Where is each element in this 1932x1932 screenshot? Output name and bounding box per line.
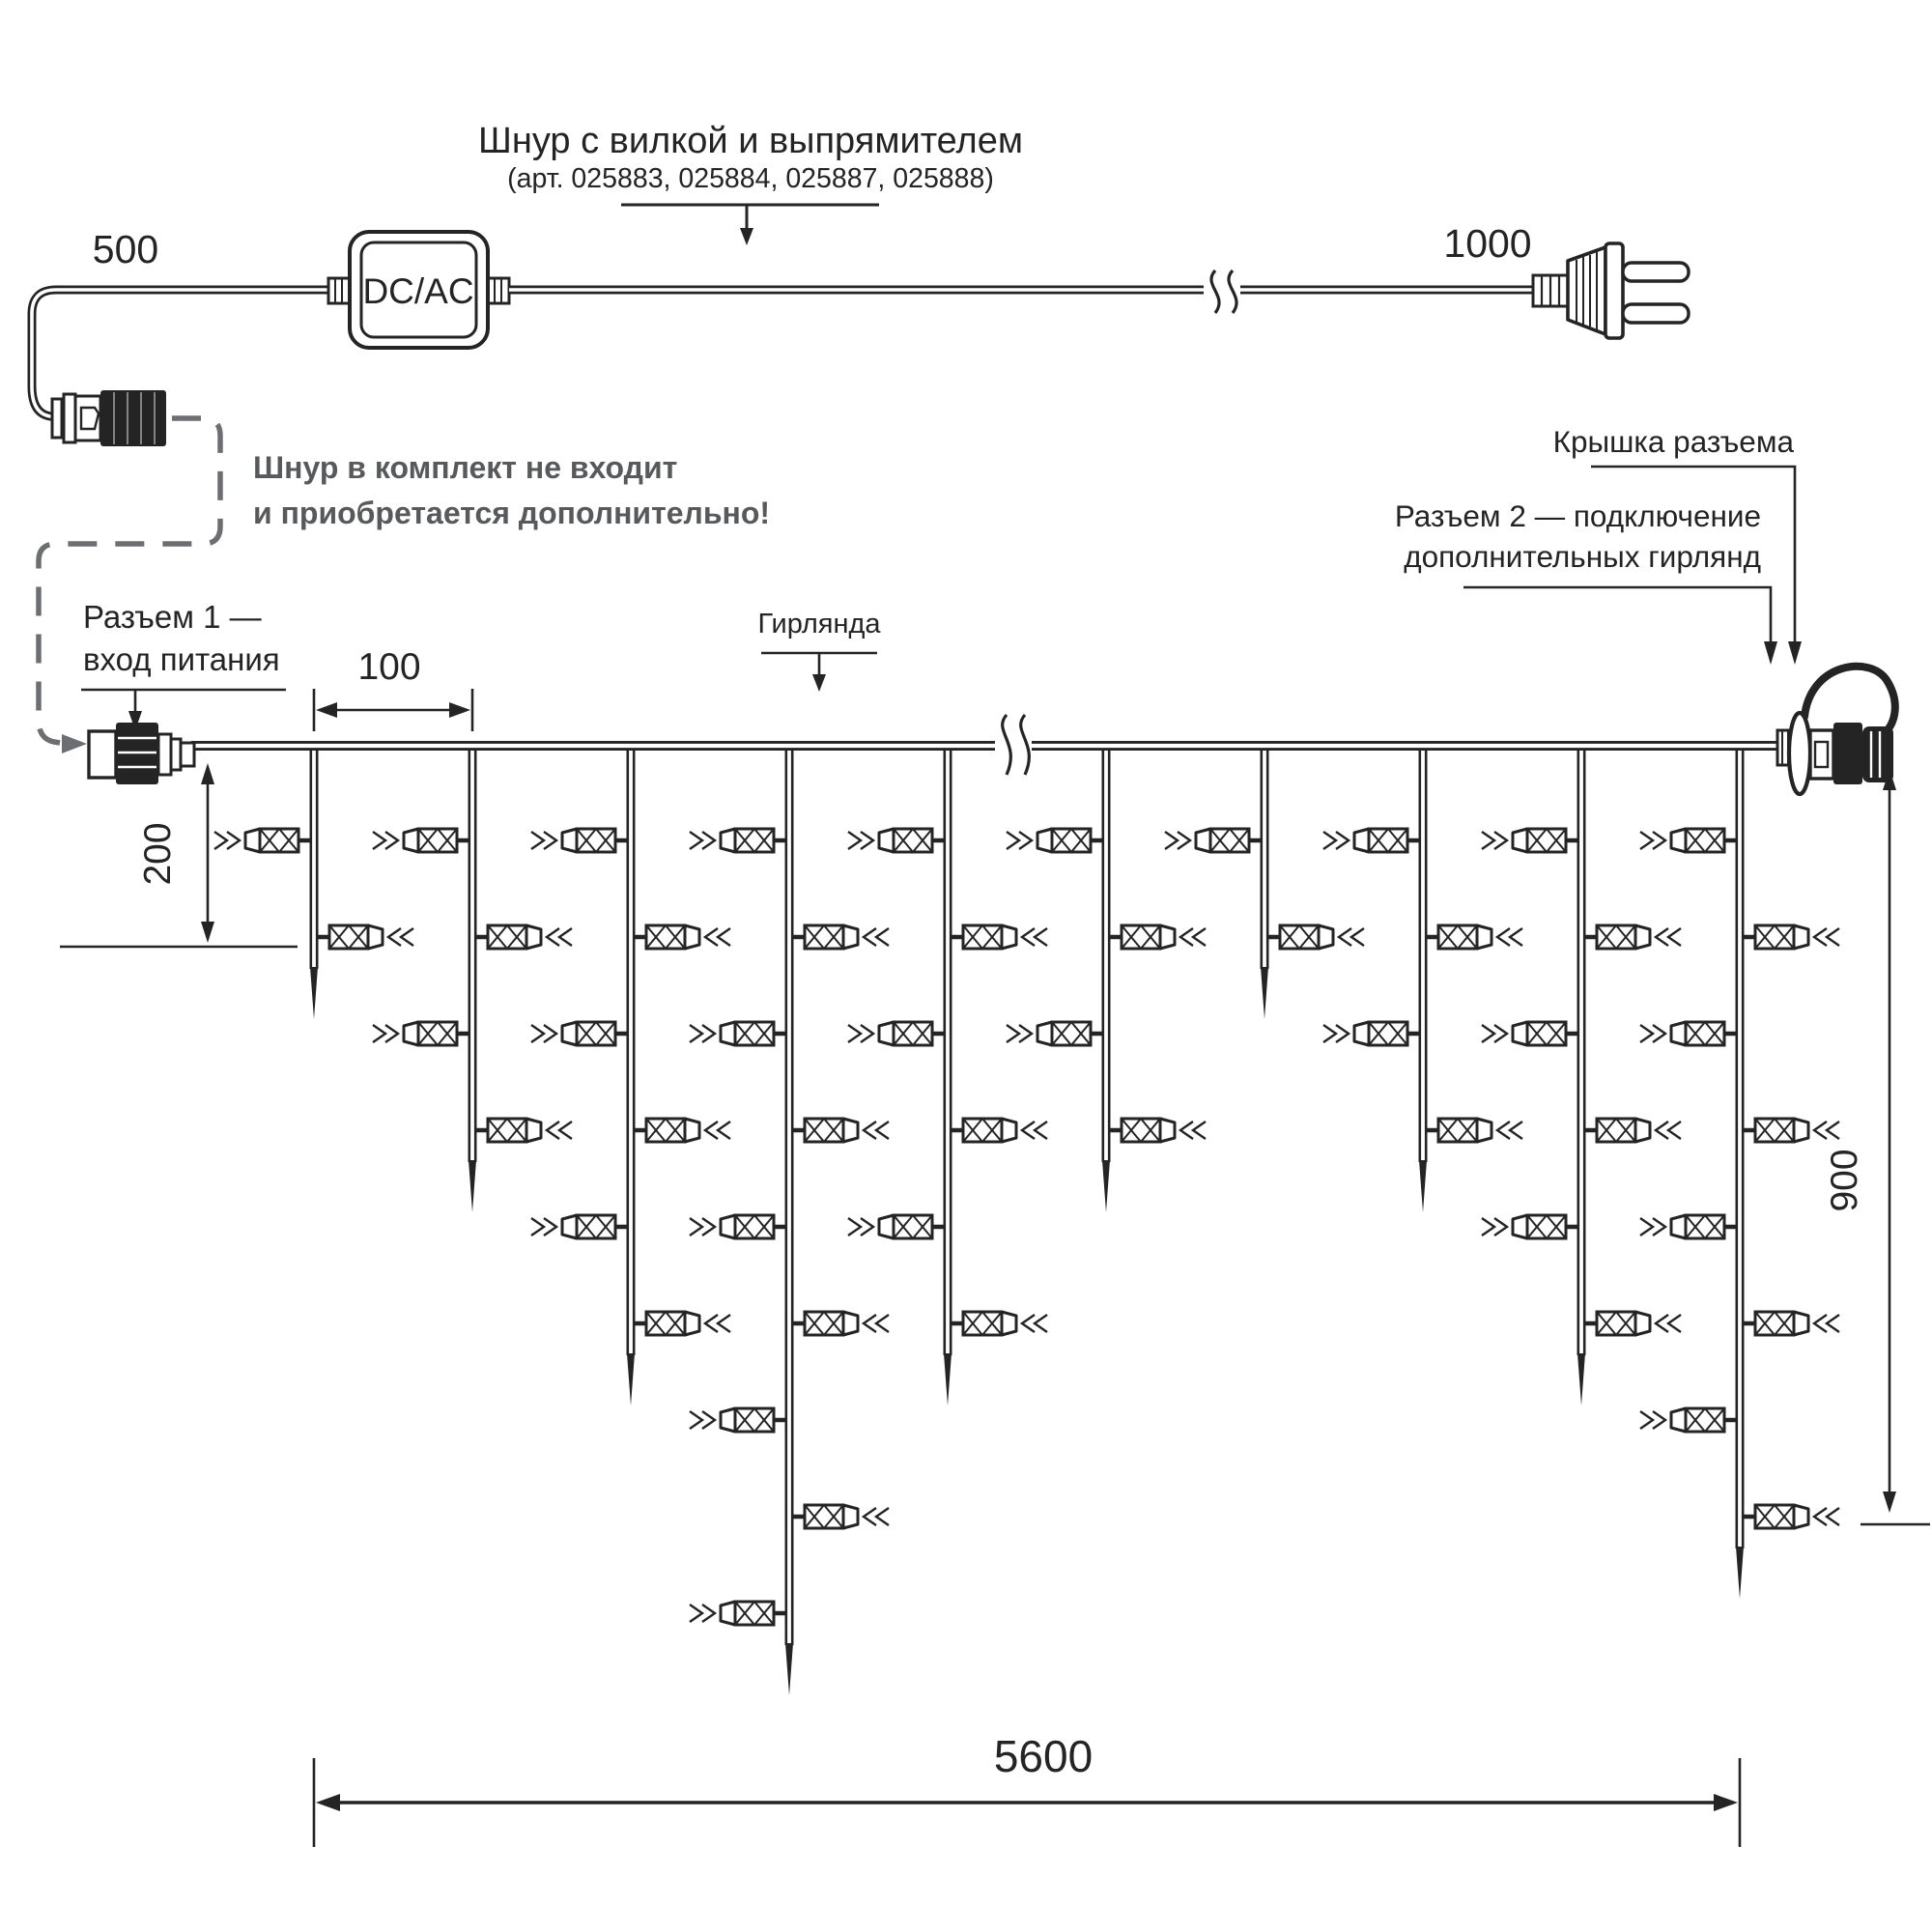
light-rays-icon [1351,928,1364,946]
cord-callout-title: Шнур с вилкой и выпрямителем [478,121,1023,161]
note-line-1: Шнур в комплект не входит [253,450,678,485]
connector2-label-1: Разъем 2 — подключение [1394,498,1761,533]
led-bulb [373,1022,470,1045]
led-bulb [1742,1119,1839,1142]
led-bulb [1425,925,1522,949]
led-bulb [791,1119,889,1142]
connector-cap-label: Крышка разъема [1552,424,1794,459]
dim-first-drop [60,763,298,947]
dashed-connection-route [39,418,220,753]
dim-cord-left: 500 [92,227,159,271]
dim-200-label: 200 [137,822,179,886]
light-rays-icon [1035,1122,1047,1139]
garland-drop [1640,750,1839,1599]
light-rays-icon [848,1218,861,1236]
led-bulb [531,1215,629,1238]
led-bulb [950,1312,1047,1335]
led-bulb [1482,829,1579,852]
garland-drop [690,750,889,1695]
led-bulb [848,829,946,852]
light-rays-icon [1035,1315,1047,1332]
led-bulb [1482,1215,1579,1238]
light-rays-icon [1323,1025,1336,1042]
light-rays-icon [690,1218,702,1236]
end-connector [1777,667,1895,794]
led-bulb [633,1119,730,1142]
led-bulb [1108,925,1206,949]
led-bulb [848,1022,946,1045]
dim-900-label: 900 [1824,1149,1865,1212]
led-bulb [633,1312,730,1335]
light-rays-icon [1827,1122,1839,1139]
led-bulb [1007,1022,1104,1045]
led-bulb [1482,1022,1579,1045]
light-rays-icon [531,832,544,849]
cord-end-connector [52,390,166,446]
led-bulb [690,829,787,852]
light-rays-icon [1007,1025,1019,1042]
light-rays-icon [1640,832,1653,849]
drop-tip [1261,967,1268,1019]
connector2-label-2: дополнительных гирлянд [1404,539,1761,574]
led-bulb [690,1408,787,1432]
light-rays-icon [1193,928,1206,946]
drop-tip [1419,1160,1427,1212]
drop-tip [469,1160,476,1212]
dim-cord-right: 1000 [1443,221,1532,266]
dc-ac-adapter [328,232,509,348]
light-rays-icon [1193,1122,1206,1139]
connector1-label-1: Разъем 1 — [83,599,262,635]
cord-callout-articles: (арт. 025883, 025884, 025887, 025888) [507,163,994,194]
light-rays-icon [1165,832,1178,849]
light-rays-icon [401,928,413,946]
led-bulb [531,829,629,852]
led-bulb [1583,1119,1681,1142]
arrow-down-icon [1788,641,1802,665]
light-rays-icon [1510,928,1522,946]
light-rays-icon [1007,832,1019,849]
led-bulb [1640,829,1738,852]
dim-5600-label: 5600 [993,1731,1094,1781]
light-rays-icon [1827,1508,1839,1525]
led-bulb [1323,1022,1421,1045]
led-bulb [1640,1022,1738,1045]
connector1-callout [81,599,286,730]
led-bulb [1742,925,1839,949]
cord-right [509,270,1538,313]
dim-100-label: 100 [357,646,421,688]
garland-drop [1323,750,1522,1212]
drop-tip [627,1353,635,1406]
led-bulb [690,1022,787,1045]
led-bulb [316,925,413,949]
led-bulb [373,829,470,852]
led-bulb [214,829,312,852]
light-rays-icon [876,1122,889,1139]
light-rays-icon [559,1122,572,1139]
arrow-down-icon [812,674,826,692]
garland-label: Гирлянда [757,609,881,639]
garland-drop [373,750,572,1212]
dim-drop-spacing [314,646,472,731]
led-bulb [1007,829,1104,852]
light-rays-icon [214,832,227,849]
led-bulb [1266,925,1364,949]
led-bulb [1323,829,1421,852]
led-bulb [474,1119,572,1142]
led-bulb [1425,1119,1522,1142]
drop-tip [1736,1547,1744,1599]
dim-curtain-length [314,1731,1740,1847]
led-bulb [1165,829,1263,852]
light-rays-icon [373,832,385,849]
drop-tip [310,967,318,1019]
drop-tip [944,1353,952,1406]
led-bulb [1108,1119,1206,1142]
light-rays-icon [690,832,702,849]
garland-drop [1482,750,1681,1406]
light-rays-icon [876,928,889,946]
drop-tip [785,1643,793,1695]
light-rays-icon [1640,1411,1653,1429]
light-rays-icon [1668,1315,1681,1332]
light-rays-icon [1640,1025,1653,1042]
drop-tip [1577,1353,1585,1406]
drop-tip [1102,1160,1110,1212]
garland-drop [214,750,413,1019]
led-bulb [1583,925,1681,949]
wire-break-icon [995,715,1032,775]
not-included-note [253,450,770,530]
cord-break-icon [1204,270,1240,313]
led-bulb [848,1215,946,1238]
light-rays-icon [1668,1122,1681,1139]
led-bulb [531,1022,629,1045]
light-rays-icon [848,1025,861,1042]
light-rays-icon [876,1508,889,1525]
led-bulb [690,1215,787,1238]
power-plug [1533,243,1689,338]
garland-drops [214,750,1839,1695]
light-rays-icon [690,1025,702,1042]
arrow-down-icon [1764,641,1777,665]
connector2-callout [1395,498,1777,665]
light-rays-icon [531,1025,544,1042]
light-rays-icon [1668,928,1681,946]
led-bulb [791,925,889,949]
garland-drop [1165,750,1364,1019]
led-bulb [950,1119,1047,1142]
dim-curtain-height [1824,769,1930,1524]
led-bulb [950,925,1047,949]
light-rays-icon [1827,928,1839,946]
light-rays-icon [1482,832,1494,849]
connector1-label-2: вход питания [83,641,280,677]
light-rays-icon [718,928,730,946]
led-bulb [1640,1215,1738,1238]
light-rays-icon [690,1605,702,1622]
garland-main-wire [191,715,1777,775]
arrow-down-icon [740,228,753,245]
led-bulb [1640,1408,1738,1432]
light-rays-icon [1482,1218,1494,1236]
led-bulb [1583,1312,1681,1335]
note-line-2: и приобретается дополнительно! [253,496,771,530]
cord-callout [478,121,1023,245]
light-rays-icon [1035,928,1047,946]
garland-callout [757,609,881,692]
light-rays-icon [876,1315,889,1332]
light-rays-icon [559,928,572,946]
led-bulb [474,925,572,949]
power-cord-assembly [32,221,1689,753]
led-bulb [1742,1312,1839,1335]
light-rays-icon [1640,1218,1653,1236]
garland-drop [848,750,1047,1406]
light-rays-icon [690,1411,702,1429]
light-rays-icon [1323,832,1336,849]
light-rays-icon [1510,1122,1522,1139]
gray-arrow-icon [62,734,87,753]
dc-ac-label: DC/AC [362,271,474,311]
garland-drop [1007,750,1206,1212]
light-rays-icon [1827,1315,1839,1332]
led-bulb [633,925,730,949]
garland-drop [531,750,730,1406]
light-rays-icon [718,1122,730,1139]
power-input-connector [89,723,194,784]
led-bulb [690,1602,787,1625]
led-bulb [791,1312,889,1335]
light-rays-icon [718,1315,730,1332]
light-rays-icon [373,1025,385,1042]
light-rays-icon [531,1218,544,1236]
light-rays-icon [848,832,861,849]
light-rays-icon [1482,1025,1494,1042]
led-bulb [1742,1505,1839,1528]
led-bulb [791,1505,889,1528]
